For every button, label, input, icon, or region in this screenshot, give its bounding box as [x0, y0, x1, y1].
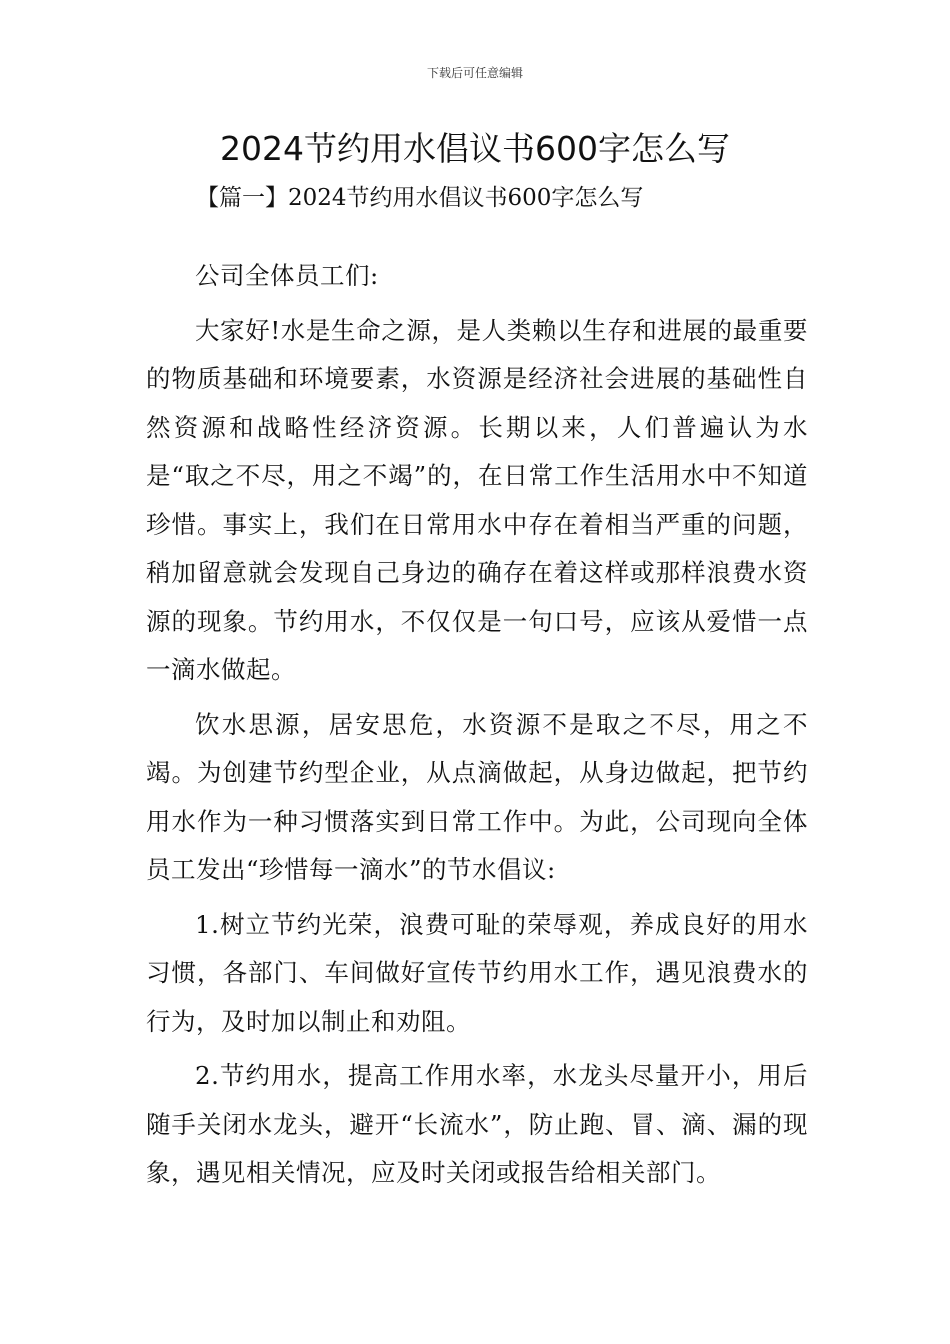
document-body — [146, 252, 808, 1198]
list-item-paragraph: 1.树立节约光荣，浪费可耻的荣辱观，养成良好的用水习惯，各部门、车间做好宣传节约用水工作，遇见浪费水的行为，及时加以制止和劝阻。 — [146, 909, 808, 1036]
section-heading: 【篇一】2024节约用水倡议书600字怎么写 — [196, 185, 644, 211]
salutation-paragraph: 公司全体员工们: — [195, 261, 379, 290]
body-paragraph: 饮水思源，居安思危，水资源不是取之不尽，用之不竭。为创建节约型企业，从点滴做起，从身边做起，把节约用水作为一种习惯落实到日常工作中。为此，公司现向全体员工发出“珍惜每一滴水”的节水倡议: — [146, 709, 808, 884]
body-paragraph: 大家好!水是生命之源，是人类赖以生存和进展的最重要的物质基础和环境要素，水资源是经济社会进展的基础性自然资源和战略性经济资源。长期以来，人们普遍认为水是“取之不尽，用之不竭”的，在日常工作生活用水中不知道珍惜。事实上，我们在日常用水中存在着相当严重的问题，稍加留意就会发现自己身边的确存在着这样或那样浪费水资源的现象。节约用水，不仅仅是一句口号，应该从爱惜一点一滴水做起。 — [146, 315, 808, 684]
document-title: 2024节约用水倡议书600字怎么写 — [220, 129, 730, 168]
list-item-paragraph: 2.节约用水，提高工作用水率，水龙头尽量开小，用后随手关闭水龙头，避开“长流水”，防止跑、冒、滴、漏的现象，遇见相关情况，应及时关闭或报告给相关部门。 — [146, 1061, 808, 1187]
header-note: 下载后可任意编辑 — [426, 66, 523, 80]
